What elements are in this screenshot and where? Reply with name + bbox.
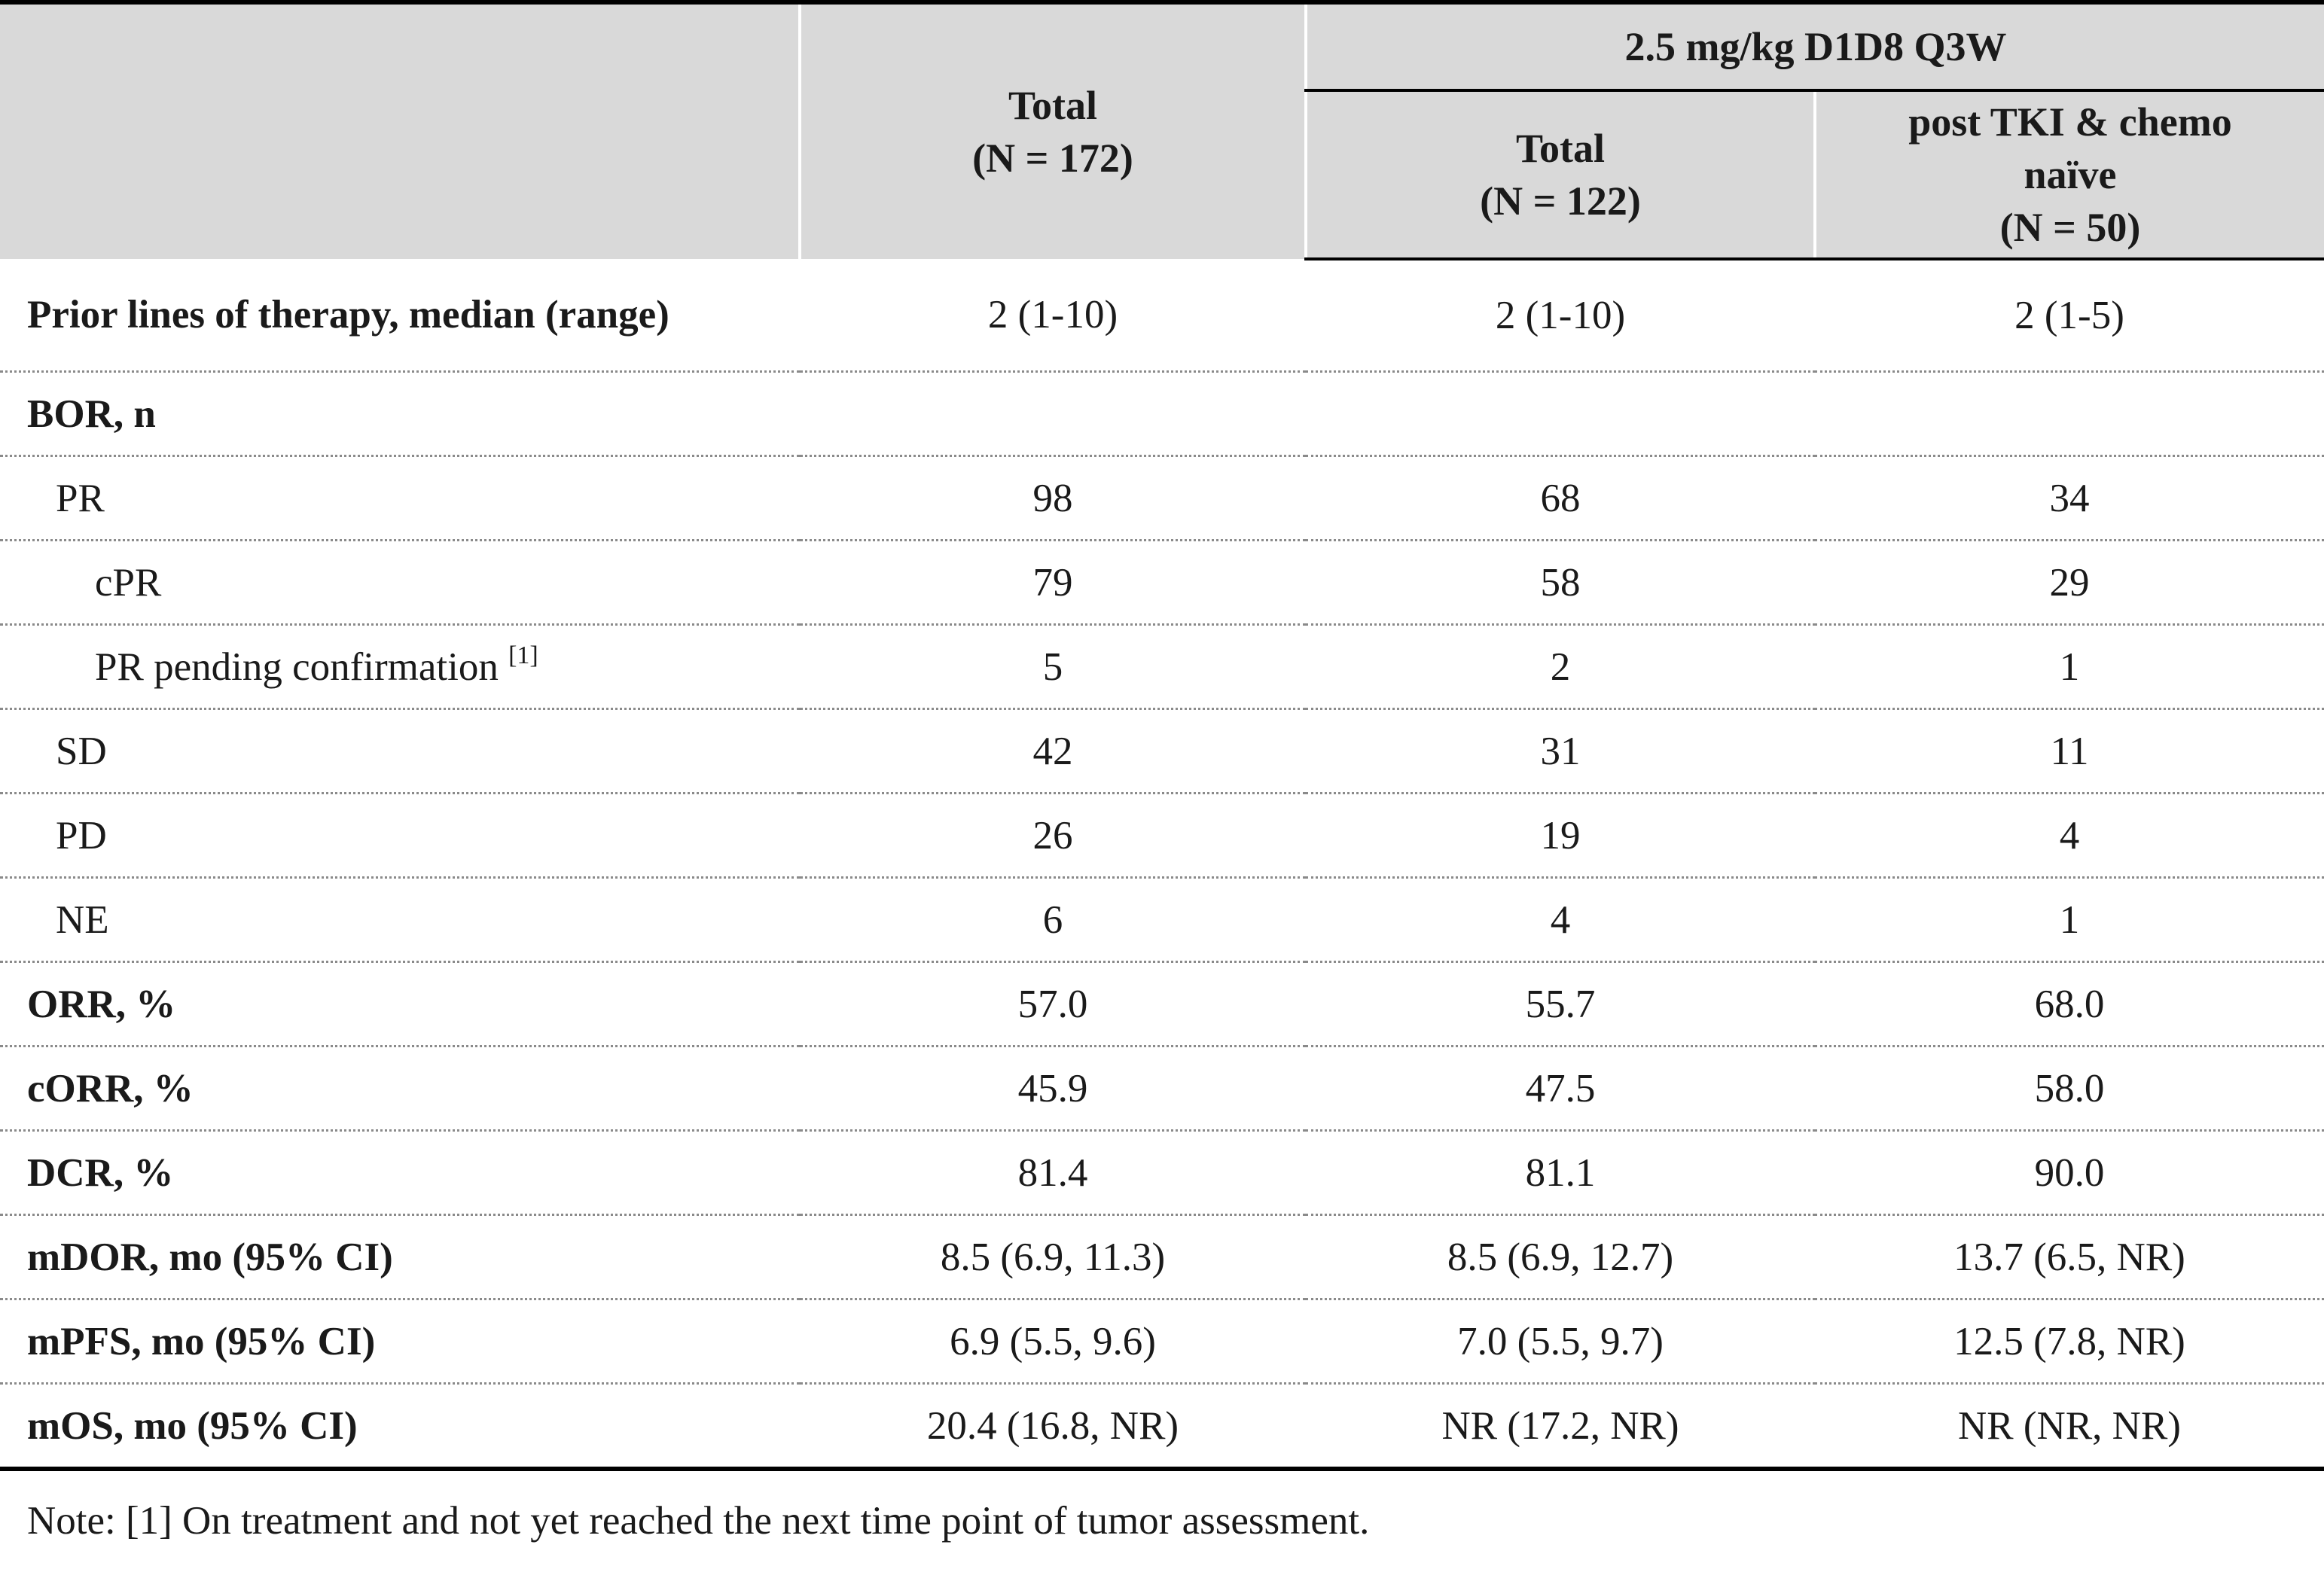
cell-group-total: 55.7: [1306, 962, 1815, 1047]
table-row: [0, 878, 2324, 962]
footnote-marker: [1]: [508, 641, 538, 669]
row-label: [0, 456, 800, 541]
row-label-text: mPFS, mo (95% CI): [27, 1319, 376, 1363]
cell-overall-total: 6.9 (5.5, 9.6): [800, 1299, 1306, 1384]
dose-group-header: 2.5 mg/kg D1D8 Q3W: [1306, 2, 2324, 90]
row-label-text: PD: [56, 813, 107, 858]
cell-overall-total: 79: [800, 541, 1306, 625]
cell-group-total: 19: [1306, 794, 1815, 878]
cell-post-tki: 1: [1815, 878, 2324, 962]
cell-group-total: 31: [1306, 709, 1815, 794]
table-row: [0, 259, 2324, 372]
row-label-text: SD: [56, 729, 107, 773]
cell-group-total: 68: [1306, 456, 1815, 541]
group-total-title: Total: [1515, 126, 1606, 171]
cell-overall-total: 5: [800, 625, 1306, 709]
cell-overall-total: 98: [800, 456, 1306, 541]
table-row: [0, 794, 2324, 878]
row-label-text: cPR: [95, 560, 162, 605]
cell-overall-total: 81.4: [800, 1131, 1306, 1215]
cell-overall-total: 8.5 (6.9, 11.3): [800, 1215, 1306, 1299]
cell-post-tki: 13.7 (6.5, NR): [1815, 1215, 2324, 1299]
overall-total-header: [800, 2, 1306, 259]
row-label: [0, 259, 800, 372]
table-row: [0, 709, 2324, 794]
row-label: [0, 625, 800, 709]
cell-post-tki: NR (NR, NR): [1815, 1384, 2324, 1470]
cell-group-total: 47.5: [1306, 1047, 1815, 1131]
cell-post-tki: [1815, 372, 2324, 456]
table-row: [0, 1215, 2324, 1299]
row-label-text: mOS, mo (95% CI): [27, 1403, 358, 1448]
cell-overall-total: [800, 372, 1306, 456]
row-label: [0, 962, 800, 1047]
cell-post-tki: 29: [1815, 541, 2324, 625]
cell-overall-total: 42: [800, 709, 1306, 794]
table-row: [0, 456, 2324, 541]
cell-post-tki: 12.5 (7.8, NR): [1815, 1299, 2324, 1384]
row-label-text: cORR, %: [27, 1066, 194, 1110]
row-label: [0, 1215, 800, 1299]
cell-post-tki: 34: [1815, 456, 2324, 541]
table-row: [0, 1131, 2324, 1215]
cell-group-total: 8.5 (6.9, 12.7): [1306, 1215, 1815, 1299]
cell-group-total: 2: [1306, 625, 1815, 709]
cell-overall-total: 6: [800, 878, 1306, 962]
cell-post-tki: 2 (1-5): [1815, 259, 2324, 372]
row-label: [0, 709, 800, 794]
row-label: [0, 794, 800, 878]
cell-post-tki: 90.0: [1815, 1131, 2324, 1215]
post-tki-n: (N = 50): [1999, 205, 2141, 250]
table-row: [0, 962, 2324, 1047]
cell-group-total: 81.1: [1306, 1131, 1815, 1215]
group-total-header: [1306, 90, 1815, 259]
cell-post-tki: 4: [1815, 794, 2324, 878]
cell-group-total: 58: [1306, 541, 1815, 625]
group-total-n: (N = 122): [1480, 178, 1641, 224]
row-label-text: Prior lines of therapy, median (range): [27, 293, 669, 337]
row-label: [0, 1131, 800, 1215]
row-label: [0, 1047, 800, 1131]
cell-group-total: [1306, 372, 1815, 456]
table-row: [0, 1047, 2324, 1131]
post-tki-header: [1815, 90, 2324, 259]
table-row: [0, 1299, 2324, 1384]
row-label: [0, 541, 800, 625]
cell-overall-total: 20.4 (16.8, NR): [800, 1384, 1306, 1470]
row-label-text: BOR, n: [27, 391, 156, 436]
table-row: [0, 625, 2324, 709]
cell-group-total: NR (17.2, NR): [1306, 1384, 1815, 1470]
row-label: [0, 878, 800, 962]
cell-overall-total: 26: [800, 794, 1306, 878]
cell-group-total: 7.0 (5.5, 9.7): [1306, 1299, 1815, 1384]
cell-group-total: 4: [1306, 878, 1815, 962]
cell-overall-total: 57.0: [800, 962, 1306, 1047]
post-tki-title-line2: naïve: [2024, 152, 2117, 197]
post-tki-title-line1: post TKI & chemo: [1908, 99, 2232, 145]
cell-post-tki: 11: [1815, 709, 2324, 794]
row-label-text: ORR, %: [27, 982, 176, 1026]
cell-post-tki: 1: [1815, 625, 2324, 709]
overall-total-n: (N = 172): [972, 136, 1133, 181]
table-footnote: Note: [1] On treatment and not yet reached the next time point of tumor assessment.: [27, 1499, 1370, 1543]
cell-group-total: 2 (1-10): [1306, 259, 1815, 372]
cell-post-tki: 68.0: [1815, 962, 2324, 1047]
cell-overall-total: 45.9: [800, 1047, 1306, 1131]
table-row: [0, 541, 2324, 625]
cell-post-tki: 58.0: [1815, 1047, 2324, 1131]
table-row: [0, 1384, 2324, 1470]
cell-overall-total: 2 (1-10): [800, 259, 1306, 372]
row-label-text: PR: [56, 476, 105, 520]
row-label: [0, 1299, 800, 1384]
row-label-text: PR pending confirmation: [95, 644, 499, 689]
row-label-text: NE: [56, 897, 109, 942]
overall-total-title: Total: [1008, 83, 1098, 128]
table-row: [0, 372, 2324, 456]
row-label-text: DCR, %: [27, 1150, 174, 1195]
row-label: [0, 1384, 800, 1470]
row-label-text: mDOR, mo (95% CI): [27, 1235, 393, 1279]
row-label: [0, 372, 800, 456]
row-label-header: [0, 2, 800, 259]
